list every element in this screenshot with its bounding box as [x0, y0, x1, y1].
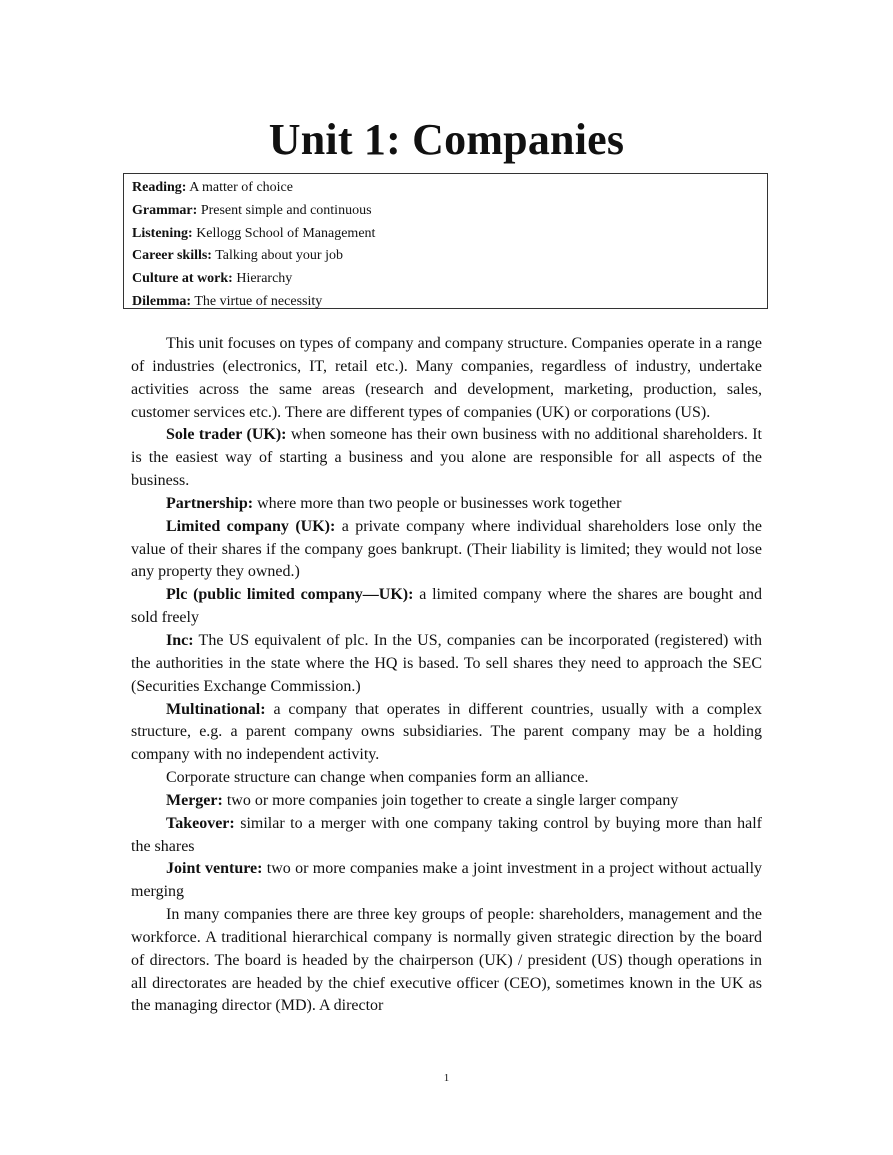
- summary-row-reading: [132, 177, 759, 200]
- summary-label: Career skills:: [132, 248, 212, 264]
- definition-text: where more than two people or businesses work together: [253, 494, 622, 512]
- summary-row-listening: [132, 223, 759, 246]
- body-text: [131, 333, 762, 1018]
- paragraph-text: This unit focuses on types of company and company structure. Companies operate in a range of industries (electronics, IT, retail etc.). Many companies, regardless of industry, undertake activities across the same areas (research and development, marketing, production, sales, customer services etc.). There are different types of companies (UK) or corporations (US).: [131, 335, 762, 421]
- summary-value: Talking about your job: [215, 248, 343, 264]
- definition-text: a company that operates in different countries, usually with a complex structure, e.g. a parent company owns subsidiaries. The parent company may be a holding company with no independent activity.: [131, 700, 762, 764]
- paragraph-joint-venture: [131, 858, 762, 904]
- definition-term: Limited company (UK):: [166, 517, 336, 535]
- summary-label: Culture at work:: [132, 271, 233, 287]
- definition-term: Merger:: [166, 791, 223, 809]
- summary-label: Listening:: [132, 225, 193, 241]
- definition-text: two or more companies make a joint investment in a project without actually merging: [131, 860, 763, 901]
- paragraph-sole-trader: [131, 424, 762, 493]
- summary-label: Grammar:: [132, 202, 198, 218]
- paragraph-text: Corporate structure can change when companies form an alliance.: [166, 769, 589, 787]
- paragraph-plc: [131, 584, 762, 630]
- page-number: 1: [443, 1072, 450, 1084]
- summary-value: The virtue of necessity: [194, 293, 323, 309]
- summary-label: Dilemma:: [132, 293, 192, 309]
- summary-value: Kellogg School of Management: [196, 225, 376, 241]
- definition-term: Takeover:: [166, 814, 235, 832]
- definition-term: Inc:: [166, 631, 194, 649]
- definition-text: similar to a merger with one company taking control by buying more than half the shares: [131, 814, 762, 855]
- summary-row-grammar: [132, 200, 759, 223]
- summary-row-dilemma: [132, 291, 759, 314]
- paragraph-merger: [131, 790, 762, 813]
- definition-term: Partnership:: [166, 494, 254, 512]
- unit-summary-box: [123, 173, 768, 309]
- definition-term: Sole trader (UK):: [166, 426, 287, 444]
- definition-term: Joint venture:: [166, 860, 263, 878]
- page-title: Unit 1: Companies: [268, 115, 625, 164]
- definition-text: a limited company where the shares are bought and sold freely: [131, 586, 762, 627]
- paragraph-text: In many companies there are three key groups of people: shareholders, management and the workforce. A traditional hierarchical company is normally given strategic direction by the board of directors. The board is headed by the chairperson (UK) / president (US) though operations in all directorates are headed by the chief executive officer (CEO), sometimes known in the UK as the managing director (MD). A director: [131, 906, 762, 1015]
- summary-value: Present simple and continuous: [200, 202, 372, 218]
- definition-text: The US equivalent of plc. In the US, companies can be incorporated (registered) with the authorities in the state where the HQ is based. To sell shares they need to approach the SEC (Securities Exchange Commission.): [131, 631, 762, 695]
- paragraph-limited-company: [131, 516, 762, 585]
- paragraph-inc: [131, 630, 762, 699]
- paragraph-corporate-structure: [131, 767, 762, 790]
- definition-term: Multinational:: [166, 700, 266, 718]
- paragraph-partnership: [131, 493, 762, 516]
- definition-text: a private company where individual shareholders lose only the value of their shares if the company goes bankrupt. (Their liability is limited; they would not lose any property they owned.): [131, 517, 763, 581]
- summary-label: Reading:: [132, 180, 187, 195]
- summary-row-culture-at-work: [132, 268, 759, 291]
- paragraph-intro: [131, 333, 762, 424]
- summary-value: A matter of choice: [189, 180, 293, 195]
- summary-value: Hierarchy: [236, 271, 293, 287]
- paragraph-multinational: [131, 699, 762, 768]
- definition-text: when someone has their own business with no additional shareholders. It is the easiest way of starting a business and you alone are responsible for all aspects of the business.: [131, 426, 763, 490]
- paragraph-key-groups: [131, 904, 762, 1018]
- summary-row-career-skills: [132, 245, 759, 268]
- definition-term: Plc (public limited company—UK):: [166, 586, 414, 604]
- definition-text: two or more companies join together to create a single larger company: [222, 791, 679, 809]
- paragraph-takeover: [131, 813, 762, 859]
